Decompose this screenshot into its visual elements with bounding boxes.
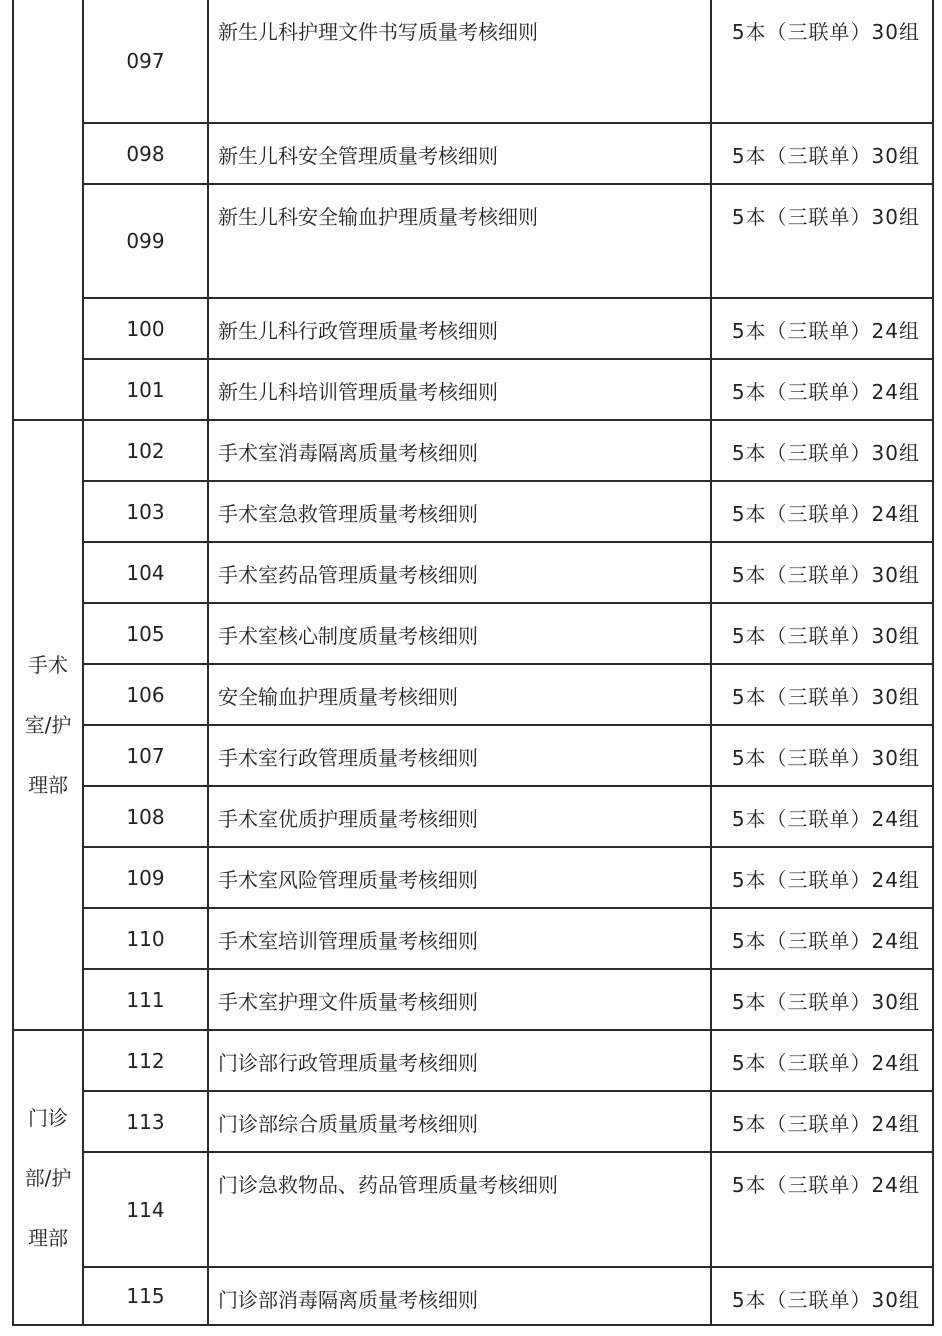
item-quantity: 5本（三联单）30组	[711, 1267, 933, 1325]
table-row	[13, 298, 933, 359]
department-label-line: 理部	[28, 773, 68, 797]
item-number: 109	[83, 847, 208, 908]
department-label-line: 室/护	[24, 713, 72, 737]
item-title: 门诊急救物品、药品管理质量考核细则	[208, 1152, 711, 1267]
item-number: 111	[83, 969, 208, 1030]
table-row	[13, 603, 933, 664]
table-row	[13, 184, 933, 298]
table-row	[13, 1030, 933, 1091]
table-row	[13, 908, 933, 969]
item-number: 110	[83, 908, 208, 969]
item-number: 099	[83, 184, 208, 298]
item-quantity: 5本（三联单）30组	[711, 0, 933, 123]
table-row	[13, 481, 933, 542]
item-number: 102	[83, 420, 208, 481]
department-cell-outpatient	[13, 1030, 83, 1325]
item-title: 新生儿科行政管理质量考核细则	[208, 298, 711, 359]
item-number: 112	[83, 1030, 208, 1091]
item-number: 104	[83, 542, 208, 603]
department-label-line: 部/护	[24, 1165, 72, 1190]
item-title: 手术室行政管理质量考核细则	[208, 725, 711, 786]
item-title: 手术室护理文件质量考核细则	[208, 969, 711, 1030]
item-quantity: 5本（三联单）24组	[711, 1030, 933, 1091]
item-title: 手术室优质护理质量考核细则	[208, 786, 711, 847]
item-title: 门诊部综合质量质量考核细则	[208, 1091, 711, 1152]
table-row	[13, 847, 933, 908]
item-quantity: 5本（三联单）24组	[711, 1091, 933, 1152]
item-title: 手术室急救管理质量考核细则	[208, 481, 711, 542]
item-title: 新生儿科培训管理质量考核细则	[208, 359, 711, 420]
item-number: 113	[83, 1091, 208, 1152]
table-row	[13, 1152, 933, 1267]
item-number: 114	[83, 1152, 208, 1267]
table-row	[13, 969, 933, 1030]
item-number: 103	[83, 481, 208, 542]
department-cell	[13, 0, 83, 420]
item-number: 100	[83, 298, 208, 359]
item-title: 手术室核心制度质量考核细则	[208, 603, 711, 664]
table-row	[13, 123, 933, 184]
item-number: 107	[83, 725, 208, 786]
table-row	[13, 786, 933, 847]
item-quantity: 5本（三联单）24组	[711, 786, 933, 847]
item-quantity: 5本（三联单）24组	[711, 908, 933, 969]
item-quantity: 5本（三联单）30组	[711, 542, 933, 603]
item-number: 098	[83, 123, 208, 184]
item-quantity: 5本（三联单）30组	[711, 969, 933, 1030]
item-title: 手术室消毒隔离质量考核细则	[208, 420, 711, 481]
item-quantity: 5本（三联单）24组	[711, 1152, 933, 1267]
item-title: 新生儿科安全管理质量考核细则	[208, 123, 711, 184]
table-row	[13, 420, 933, 481]
item-quantity: 5本（三联单）24组	[711, 847, 933, 908]
table-row	[13, 664, 933, 725]
item-quantity: 5本（三联单）24组	[711, 359, 933, 420]
item-number: 105	[83, 603, 208, 664]
item-quantity: 5本（三联单）24组	[711, 481, 933, 542]
table-row	[13, 542, 933, 603]
item-quantity: 5本（三联单）30组	[711, 420, 933, 481]
department-label-line: 手术	[28, 653, 68, 677]
table-row	[13, 725, 933, 786]
item-title: 新生儿科安全输血护理质量考核细则	[208, 184, 711, 298]
item-title: 手术室药品管理质量考核细则	[208, 542, 711, 603]
item-title: 手术室培训管理质量考核细则	[208, 908, 711, 969]
table-row	[13, 359, 933, 420]
item-number: 097	[83, 0, 208, 123]
item-quantity: 5本（三联单）30组	[711, 603, 933, 664]
table-row	[13, 1091, 933, 1152]
item-number: 106	[83, 664, 208, 725]
table-row	[13, 0, 933, 123]
item-title: 门诊部行政管理质量考核细则	[208, 1030, 711, 1091]
assessment-form-table	[12, 0, 934, 1326]
item-quantity: 5本（三联单）30组	[711, 123, 933, 184]
item-title: 安全输血护理质量考核细则	[208, 664, 711, 725]
item-title: 新生儿科护理文件书写质量考核细则	[208, 0, 711, 123]
item-title: 门诊部消毒隔离质量考核细则	[208, 1267, 711, 1325]
item-number: 108	[83, 786, 208, 847]
table-row	[13, 1267, 933, 1325]
item-title: 手术室风险管理质量考核细则	[208, 847, 711, 908]
department-label-line: 理部	[28, 1225, 68, 1250]
item-number: 101	[83, 359, 208, 420]
department-cell-surgery	[13, 420, 83, 1030]
item-quantity: 5本（三联单）24组	[711, 298, 933, 359]
item-quantity: 5本（三联单）30组	[711, 664, 933, 725]
item-quantity: 5本（三联单）30组	[711, 725, 933, 786]
item-number: 115	[83, 1267, 208, 1325]
department-label-line: 门诊	[28, 1105, 68, 1130]
item-quantity: 5本（三联单）30组	[711, 184, 933, 298]
